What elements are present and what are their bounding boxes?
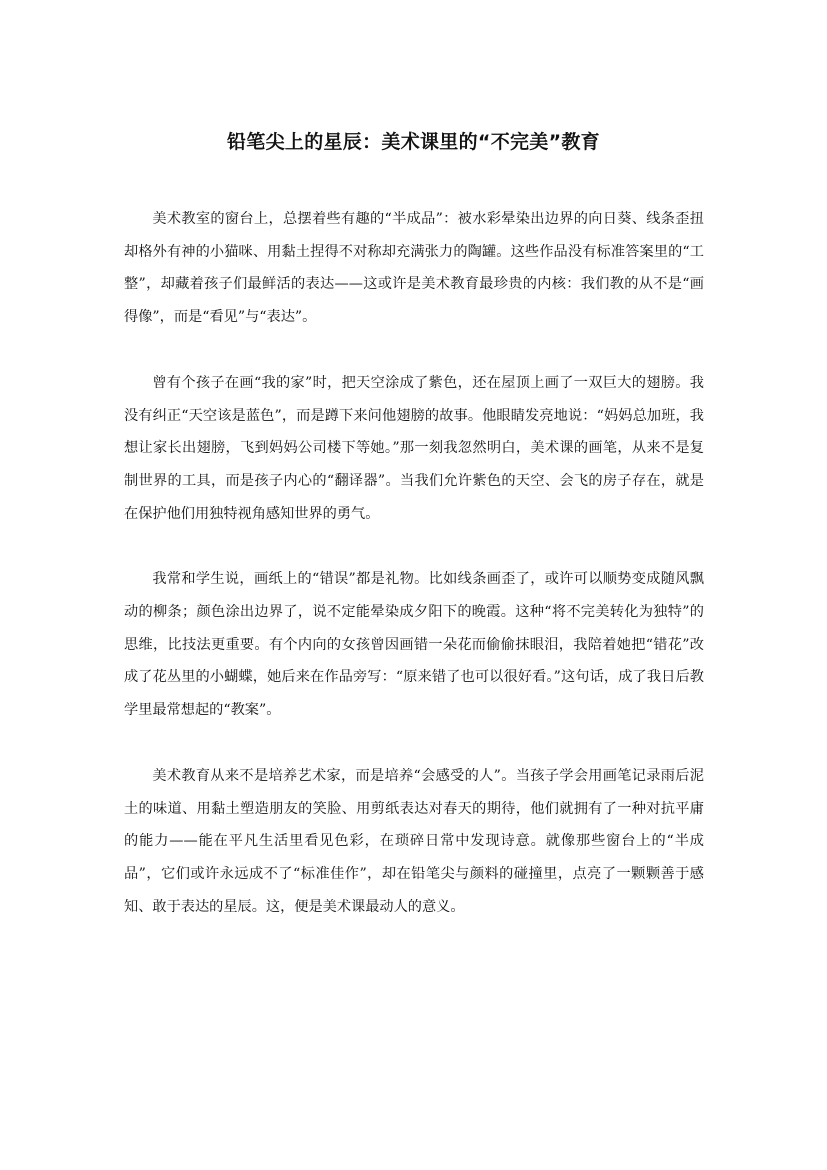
document-body [124,203,704,956]
paragraph-1: 美术教室的窗台上，总摆着些有趣的“半成品”：被水彩晕染出边界的向日葵、线条歪扭却格外有神的小猫咪、用黏土捏得不对称却充满张力的陶罐。这些作品没有标准答案里的“工整”，却藏着孩子们最鲜活的表达——这或许是美术教育最珍贵的内核：我们教的从不是“画得像”，而是“看见”与“表达”。 [124,211,704,326]
document-title: 铅笔尖上的星辰：美术课里的“不完美”教育 [227,131,600,153]
paragraph-2: 曾有个孩子在画“我的家”时，把天空涂成了紫色，还在屋顶上画了一双巨大的翅膀。我没有纠正“天空该是蓝色”，而是蹲下来问他翅膀的故事。他眼睛发亮地说：“妈妈总加班，我想让家长出翅膀，飞到妈妈公司楼下等她。”那一刻我忽然明白，美术课的画笔，从来不是复制世界的工具，而是孩子内心的“翻译器”。当我们允许紫色的天空、会飞的房子存在，就是在保护他们用独特视角感知世界的勇气。 [124,374,704,522]
paragraph-3: 我常和学生说，画纸上的“错误”都是礼物。比如线条画歪了，或许可以顺势变成随风飘动的柳条；颜色涂出边界了，说不定能晕染成夕阳下的晚霞。这种“将不完美转化为独特”的思维，比技法更重要。有个内向的女孩曾因画错一朵花而偷偷抹眼泪，我陪着她把“错花”改成了花丛里的小蝴蝶，她后来在作品旁写：“原来错了也可以很好看。”这句话，成了我日后教学里最常想起的“教案”。 [124,571,704,719]
paragraph-4: 美术教育从来不是培养艺术家，而是培养“会感受的人”。当孩子学会用画笔记录雨后泥土的味道、用黏土塑造朋友的笑脸、用剪纸表达对春天的期待，他们就拥有了一种对抗平庸的能力——能在平凡生活里看见色彩，在琐碎日常中发现诗意。就像那些窗台上的“半成品”，它们或许永远成不了“标准佳作”，却在铅笔尖与颜料的碰撞里，点亮了一颗颗善于感知、敢于表达的星辰。这，便是美术课最动人的意义。 [124,767,704,915]
